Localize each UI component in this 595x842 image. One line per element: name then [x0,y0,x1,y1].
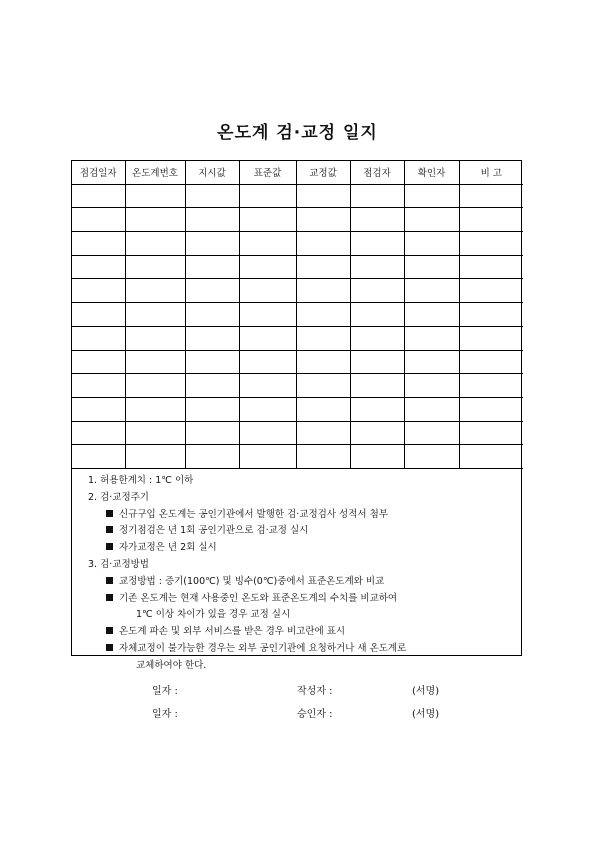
table-cell[interactable] [72,255,125,279]
header-remarks: 비 고 [459,161,523,184]
notes-section [72,469,521,675]
table-cell[interactable] [125,421,185,445]
table-cell[interactable] [459,279,523,303]
note-method-item: 온도계 파손 및 외부 서비스를 받은 경우 비고란에 표시 [88,624,521,641]
table-cell[interactable] [404,350,459,374]
table-cell[interactable] [296,397,350,421]
table-cell[interactable] [296,232,350,256]
table-cell[interactable] [72,421,125,445]
table-cell[interactable] [185,421,239,445]
table-cell[interactable] [72,397,125,421]
table-cell[interactable] [459,208,523,232]
table-cell[interactable] [296,303,350,327]
table-cell[interactable] [296,184,350,208]
table-cell[interactable] [350,445,404,469]
header-inspector: 점검자 [350,161,404,184]
table-cell[interactable] [239,350,296,374]
table-cell[interactable] [404,184,459,208]
table-cell[interactable] [404,208,459,232]
square-bullet-icon [106,543,113,550]
table-cell[interactable] [404,397,459,421]
note-method-item-continued: 교체하여야 한다. [136,659,207,671]
table-cell[interactable] [72,374,125,398]
table-cell[interactable] [404,445,459,469]
header-calibrated-value: 교정값 [296,161,350,184]
table-cell[interactable] [296,326,350,350]
note-tolerance: 1. 허용한계치 : 1℃ 이하 [88,474,194,486]
table-cell[interactable] [239,445,296,469]
square-bullet-icon [106,594,113,601]
square-bullet-icon [106,526,113,533]
table-cell[interactable] [296,255,350,279]
table-row [72,255,523,279]
header-inspection-date: 점검일자 [72,161,125,184]
table-cell[interactable] [125,232,185,256]
table-cell[interactable] [350,184,404,208]
table-cell[interactable] [125,397,185,421]
table-cell[interactable] [296,374,350,398]
table-cell[interactable] [350,326,404,350]
note-cycle-item: 정기점검은 년 1회 공인기관으로 검·교정 실시 [88,523,521,540]
table-cell[interactable] [72,350,125,374]
table-cell[interactable] [350,279,404,303]
writer-signature-mark: (서명) [412,686,440,697]
table-row [72,326,523,350]
table-cell[interactable] [404,255,459,279]
table-cell[interactable] [125,279,185,303]
table-cell[interactable] [296,279,350,303]
table-cell[interactable] [125,350,185,374]
table-cell[interactable] [459,255,523,279]
table-cell[interactable] [125,374,185,398]
table-cell[interactable] [296,208,350,232]
table-cell[interactable] [239,397,296,421]
note-method-item-continued: 1℃ 이상 차이가 있을 경우 교정 실시 [136,609,291,621]
approver-label: 승인자 : [297,709,333,720]
table-cell[interactable] [350,397,404,421]
table-cell[interactable] [459,350,523,374]
table-cell[interactable] [185,303,239,327]
table-cell[interactable] [125,184,185,208]
table-cell[interactable] [125,208,185,232]
table-row [72,445,523,469]
table-cell[interactable] [459,421,523,445]
document-title: 온도계 검·교정 일지 [217,123,378,143]
table-cell[interactable] [125,445,185,469]
table-cell[interactable] [404,232,459,256]
table-cell[interactable] [296,421,350,445]
table-cell[interactable] [350,303,404,327]
table-cell[interactable] [72,445,125,469]
writer-label: 작성자 : [297,686,333,697]
table-cell[interactable] [404,326,459,350]
inspection-log-table [72,161,523,469]
table-cell[interactable] [125,255,185,279]
table-cell[interactable] [459,445,523,469]
date-label-1: 일자 : [152,686,178,697]
table-cell[interactable] [350,232,404,256]
table-cell[interactable] [185,445,239,469]
table-cell[interactable] [239,255,296,279]
table-cell[interactable] [404,303,459,327]
table-row [72,279,523,303]
square-bullet-icon [106,644,113,651]
log-form [71,160,522,671]
table-cell[interactable] [459,326,523,350]
table-cell[interactable] [459,303,523,327]
approver-signature-mark: (서명) [412,709,440,720]
square-bullet-icon [106,577,113,584]
table-cell[interactable] [185,326,239,350]
table-cell[interactable] [404,421,459,445]
table-cell[interactable] [125,326,185,350]
table-cell[interactable] [459,184,523,208]
table-cell[interactable] [185,255,239,279]
table-cell[interactable] [404,374,459,398]
table-cell[interactable] [459,232,523,256]
note-method-item: 자체교정이 불가능한 경우는 외부 공인기관에 요청하거나 새 온도계로 [88,641,521,658]
table-row [72,397,523,421]
header-indicated-value: 지시값 [185,161,239,184]
table-cell[interactable] [125,303,185,327]
table-row [72,374,523,398]
table-cell[interactable] [72,326,125,350]
table-cell[interactable] [239,184,296,208]
table-cell[interactable] [185,350,239,374]
note-cycle-item: 자가교정은 년 2회 실시 [88,540,521,557]
table-cell[interactable] [459,374,523,398]
note-method-item: 교정방법 : 증기(100℃) 및 빙수(0℃)중에서 표준온도계와 비교 [88,574,521,591]
header-verifier: 확인자 [404,161,459,184]
table-cell[interactable] [239,232,296,256]
date-label-2: 일자 : [152,709,178,720]
table-cell[interactable] [185,374,239,398]
table-cell[interactable] [350,374,404,398]
table-cell[interactable] [459,397,523,421]
square-bullet-icon [106,510,113,517]
table-cell[interactable] [350,255,404,279]
note-cycle-item: 신규구입 온도계는 공인기관에서 발행한 검·교정검사 성적서 첨부 [88,507,521,524]
table-cell[interactable] [185,184,239,208]
note-cycle-heading: 2. 검·교정주기 [88,491,149,503]
table-cell[interactable] [350,421,404,445]
table-cell[interactable] [72,184,125,208]
table-cell[interactable] [296,350,350,374]
table-cell[interactable] [239,326,296,350]
table-row [72,421,523,445]
table-cell[interactable] [350,350,404,374]
note-method-item: 기존 온도계는 현재 사용중인 온도와 표준온도계의 수치를 비교하여 [88,591,521,608]
table-cell[interactable] [404,279,459,303]
header-thermometer-number: 온도계번호 [125,161,185,184]
table-row [72,350,523,374]
table-cell[interactable] [72,279,125,303]
table-cell[interactable] [239,279,296,303]
table-cell[interactable] [239,303,296,327]
table-row [72,232,523,256]
note-method-heading: 3. 검·교정방법 [88,558,149,570]
table-cell[interactable] [350,208,404,232]
table-cell[interactable] [239,374,296,398]
table-cell[interactable] [296,445,350,469]
table-cell[interactable] [185,397,239,421]
table-row [72,303,523,327]
table-cell[interactable] [185,208,239,232]
header-standard-value: 표준값 [239,161,296,184]
table-cell[interactable] [239,421,296,445]
table-cell[interactable] [72,232,125,256]
table-cell[interactable] [72,208,125,232]
table-cell[interactable] [239,208,296,232]
table-cell[interactable] [185,232,239,256]
table-header-row [72,161,523,184]
table-cell[interactable] [72,303,125,327]
table-row [72,184,523,208]
table-cell[interactable] [185,279,239,303]
table-row [72,208,523,232]
square-bullet-icon [106,627,113,634]
